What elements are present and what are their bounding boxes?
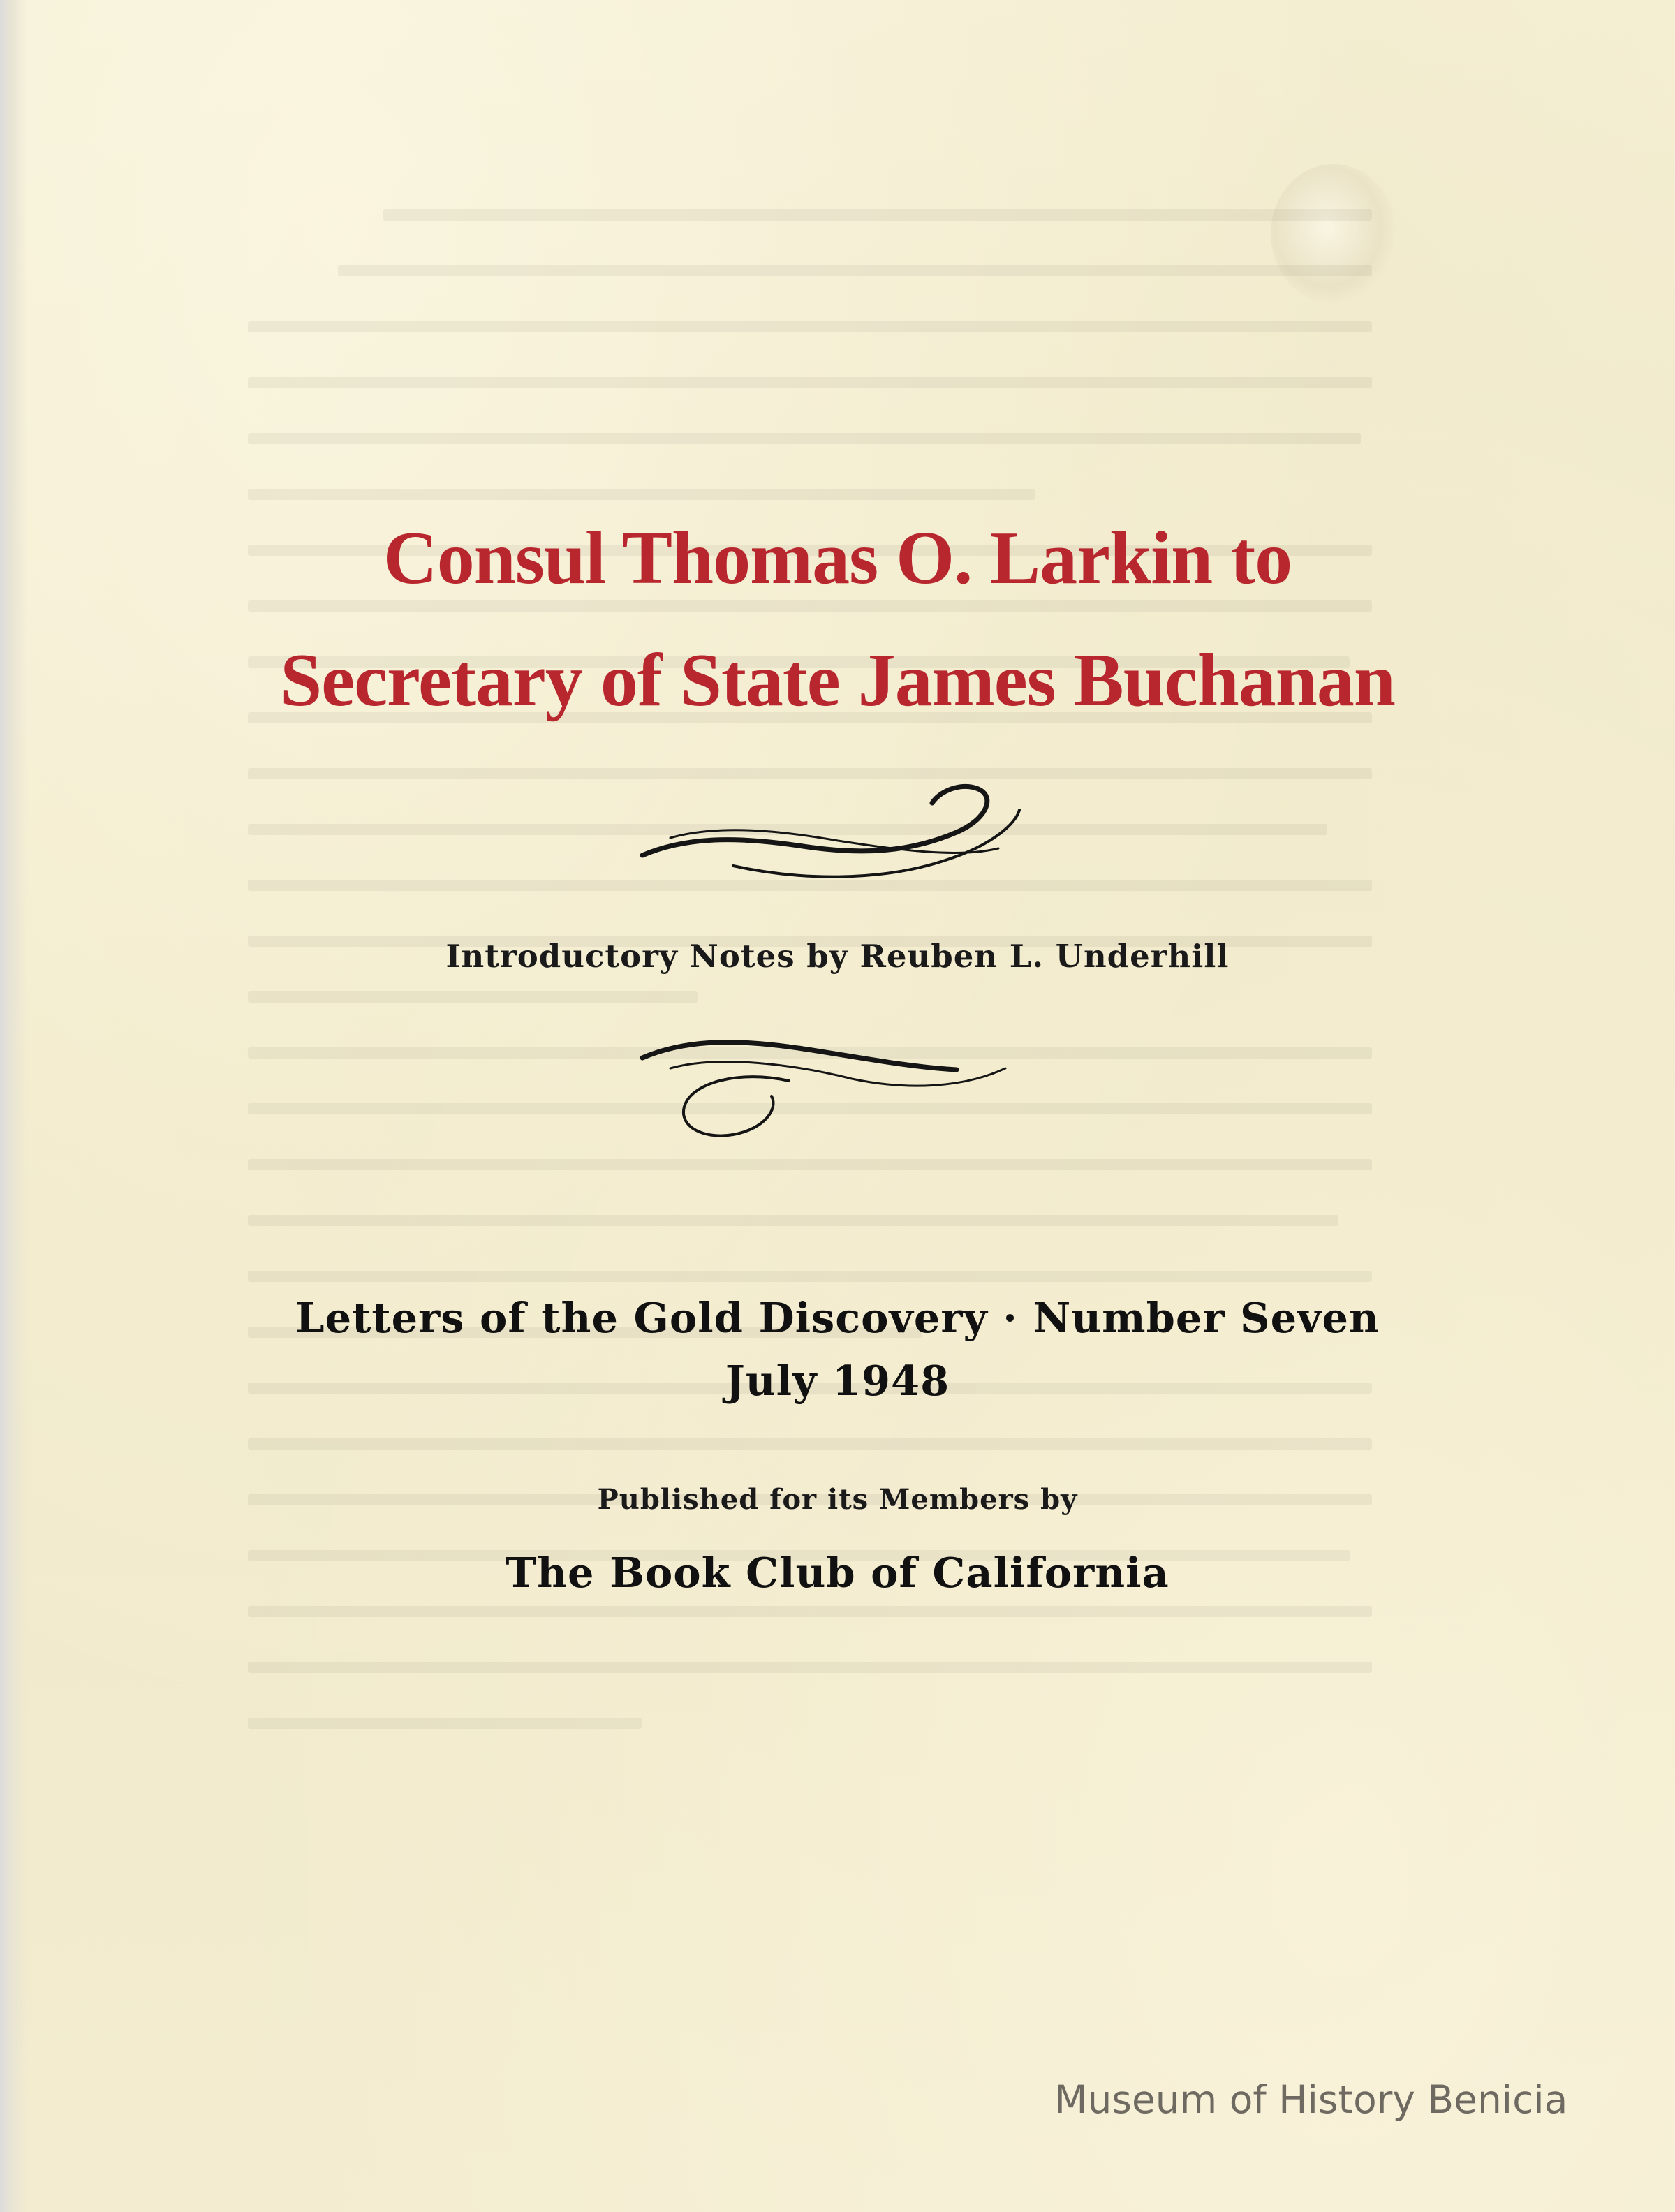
title-line-1: Consul Thomas O. Larkin to bbox=[383, 517, 1292, 600]
decorative-flourish-bottom bbox=[628, 1026, 1033, 1152]
series-title: Letters of the Gold Discovery · Number Seven bbox=[295, 1294, 1380, 1342]
introductory-notes-credit: Introductory Notes by Reuben L. Underhill bbox=[445, 938, 1230, 975]
scan-edge-shadow bbox=[0, 0, 28, 2212]
publication-date: July 1948 bbox=[725, 1357, 950, 1405]
title-line-2: Secretary of State James Buchanan bbox=[280, 639, 1395, 722]
decorative-flourish-top bbox=[628, 768, 1033, 894]
museum-watermark: Museum of History Benicia bbox=[1054, 2077, 1568, 2122]
publisher-name: The Book Club of California bbox=[506, 1549, 1169, 1597]
published-by-label: Published for its Members by bbox=[597, 1483, 1078, 1516]
